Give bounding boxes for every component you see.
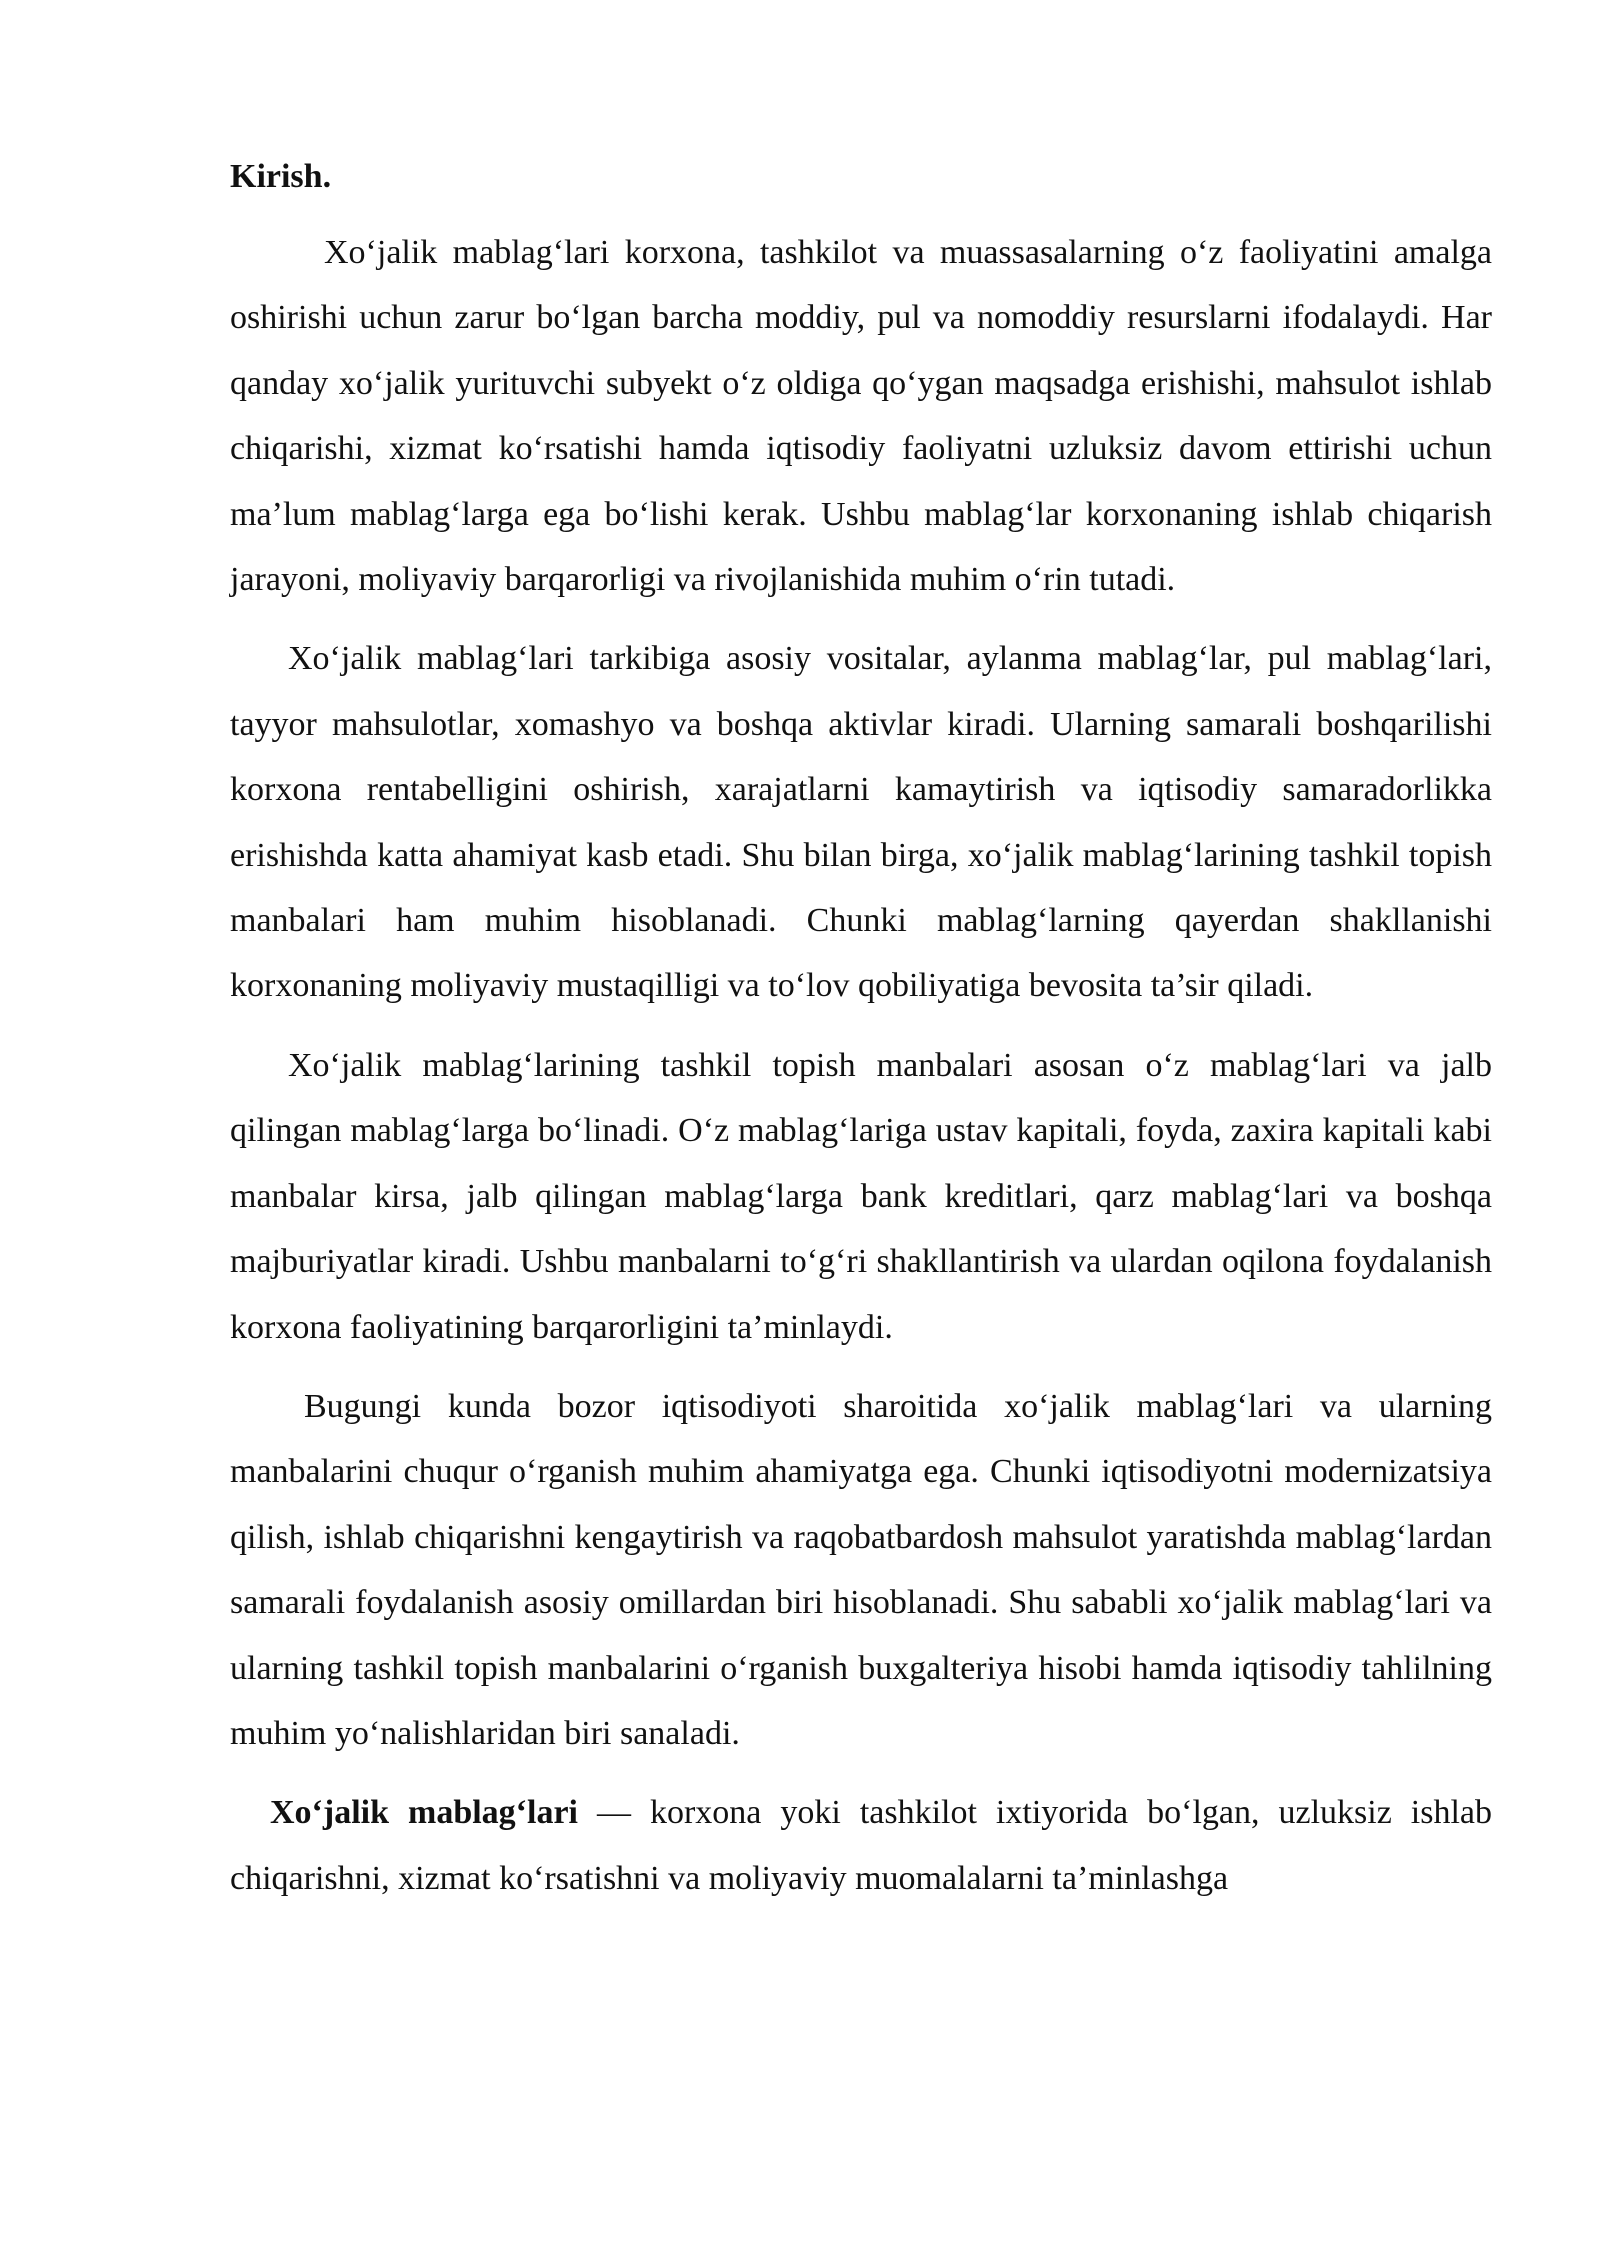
paragraph-2: Xo‘jalik mablag‘lari tarkibiga asosiy vositalar, aylanma mablag‘lar, pul mablag‘lari, tayyor mahsulotlar, xomashyo va boshqa aktivlar kiradi. Ularning samarali boshqarilishi korxona rentabelligini oshirish, xarajatlarni kamaytirish va iqtisodiy samaradorlikka erishishda katta ahamiyat kasb etadi. Shu bilan birga, xo‘jalik mablag‘larining tashkil topish manbalari ham muhim hisoblanadi. Chunki mablag‘larning qayerdan shakllanishi korxonaning moliyaviy mustaqilligi va to‘lov qobiliyatiga bevosita ta’sir qiladi.	[230, 640, 1492, 1005]
paragraph-3: Xo‘jalik mablag‘larining tashkil topish manbalari asosan o‘z mablag‘lari va jalb qilingan mablag‘larga bo‘linadi. O‘z mablag‘lariga ustav kapitali, foyda, zaxira kapitali kabi manbalar kirsa, jalb qilingan mablag‘larga bank kreditlari, qarz mablag‘lari va boshqa majburiyatlar kiradi. Ushbu manbalarni to‘g‘ri shakllantirish va ulardan oqilona foydalanish korxona faoliyatining barqarorligini ta’minlaydi.	[230, 1046, 1492, 1346]
section-heading: Kirish.	[230, 158, 332, 195]
definition-term: Xo‘jalik mablag‘lari	[270, 1794, 578, 1832]
definition-text: — korxona yoki tashkilot ixtiyorida bo‘lgan, uzluksiz ishlab chiqarishni, xizmat ko‘rsatishni va moliyaviy muomalalarni ta’minlashga	[230, 1794, 1493, 1897]
paragraph-4: Bugungi kunda bozor iqtisodiyoti sharoitida xo‘jalik mablag‘lari va ularning manbalarini chuqur o‘rganish muhim ahamiyatga ega. Chunki iqtisodiyotni modernizatsiya qilish, ishlab chiqarishni kengaytirish va raqobatbardosh mahsulot yaratishda mablag‘lardan samarali foydalanish asosiy omillardan biri hisoblanadi. Shu sababli xo‘jalik mablag‘lari va ularning tashkil topish manbalarini o‘rganish buxgalteriya hisobi hamda iqtisodiy tahlilning muhim yo‘nalishlaridan biri sanaladi.	[230, 1387, 1492, 1752]
document-body	[230, 150, 1492, 1925]
definition-paragraph	[230, 1780, 1492, 1911]
paragraph-1: Xo‘jalik mablag‘lari korxona, tashkilot va muassasalarning o‘z faoliyatini amalga oshirishi uchun zarur bo‘lgan barcha moddiy, pul va nomoddiy resurslarni ifodalaydi. Har qanday xo‘jalik yurituvchi subyekt o‘z oldiga qo‘ygan maqsadga erishishi, mahsulot ishlab chiqarishi, xizmat ko‘rsatishi hamda iqtisodiy faoliyatni uzluksiz davom ettirishi uchun ma’lum mablag‘larga ega bo‘lishi kerak. Ushbu mablag‘lar korxonaning ishlab chiqarish jarayoni, moliyaviy barqarorligi va rivojlanishida muhim o‘rin tutadi.	[230, 234, 1492, 599]
